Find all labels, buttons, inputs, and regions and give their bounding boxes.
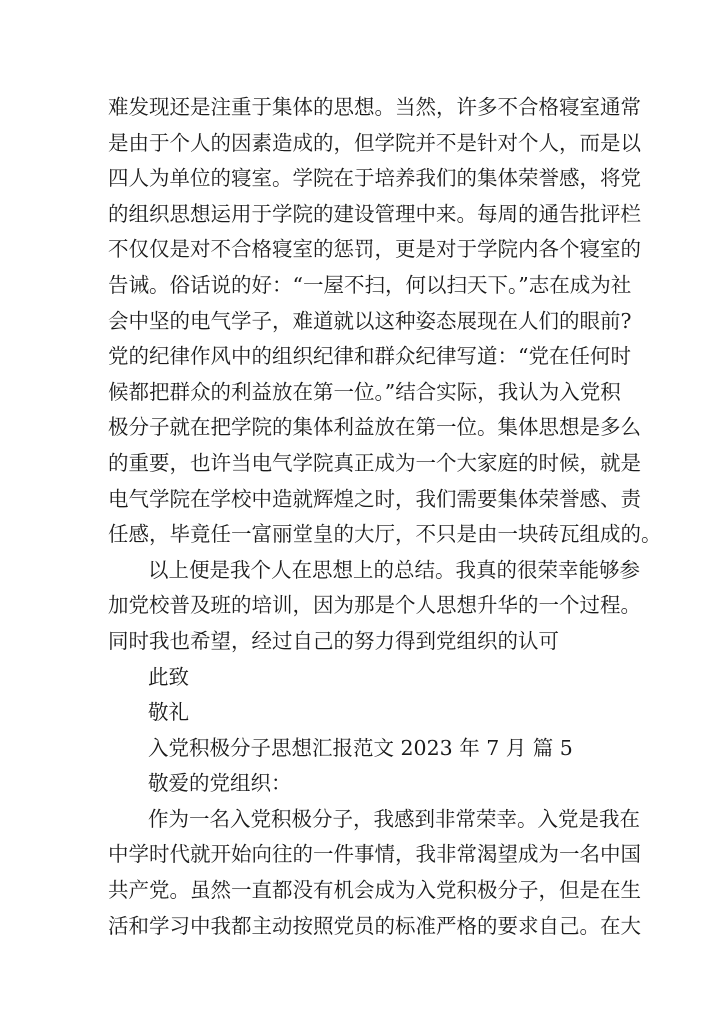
text-line: 电气学院在学校中造就辉煌之时，我们需要集体荣誉感、责 [108, 486, 641, 511]
text-line: 党的纪律作风中的组织纪律和群众纪律写道：“党在任何时 [108, 344, 631, 369]
text-line: 以上便是我个人在思想上的总结。我真的很荣幸能够参 [148, 557, 640, 582]
text-line: 入党积极分子思想汇报范文 2023 年 7 月 篇 5 [148, 735, 573, 760]
text-line: 此致 [148, 664, 189, 689]
text-line: 的组织思想运用于学院的建设管理中来。每周的通告批评栏 [108, 201, 641, 226]
text-line: 敬礼 [148, 700, 189, 725]
text-line: 难发现还是注重于集体的思想。当然，许多不合格寝室通常 [108, 95, 641, 119]
text-line: 作为一名入党积极分子，我感到非常荣幸。入党是我在 [148, 806, 640, 831]
text-line: 活和学习中我都主动按照党员的标准严格的要求自己。在大 [108, 913, 641, 938]
text-line: 候都把群众的利益放在第一位。”结合实际，我认为入党积 [108, 379, 621, 404]
text-line: 的重要，也许当电气学院真正成为一个大家庭的时候，就是 [108, 450, 641, 475]
text-line: 是由于个人的因素造成的，但学院并不是针对个人，而是以 [108, 130, 641, 155]
text-line: 任感，毕竟任一富丽堂皇的大厅，不只是由一块砖瓦组成的。 [108, 522, 662, 547]
text-line: 四人为单位的寝室。学院在于培养我们的集体荣誉感，将党 [108, 166, 641, 191]
document-body [108, 90, 662, 944]
text-line: 不仅仅是对不合格寝室的惩罚，更是对于学院内各个寝室的 [108, 237, 641, 262]
text-line: 告诫。俗话说的好：“一屋不扫，何以扫天下。”志在成为社 [108, 272, 632, 297]
text-line: 中学时代就开始向往的一件事情，我非常渴望成为一名中国 [108, 842, 641, 867]
text-line: 会中坚的电气学子，难道就以这种姿态展现在人们的眼前? [108, 308, 632, 333]
text-line: 敬爱的党组织： [148, 771, 292, 796]
text-line: 共产党。虽然一直都没有机会成为入党积极分子，但是在生 [108, 878, 641, 903]
text-line: 同时我也希望，经过自己的努力得到党组织的认可 [108, 628, 559, 653]
text-line: 加党校普及班的培训，因为那是个人思想升华的一个过程。 [108, 593, 641, 618]
text-line: 极分子就在把学院的集体利益放在第一位。集体思想是多么 [108, 415, 641, 440]
